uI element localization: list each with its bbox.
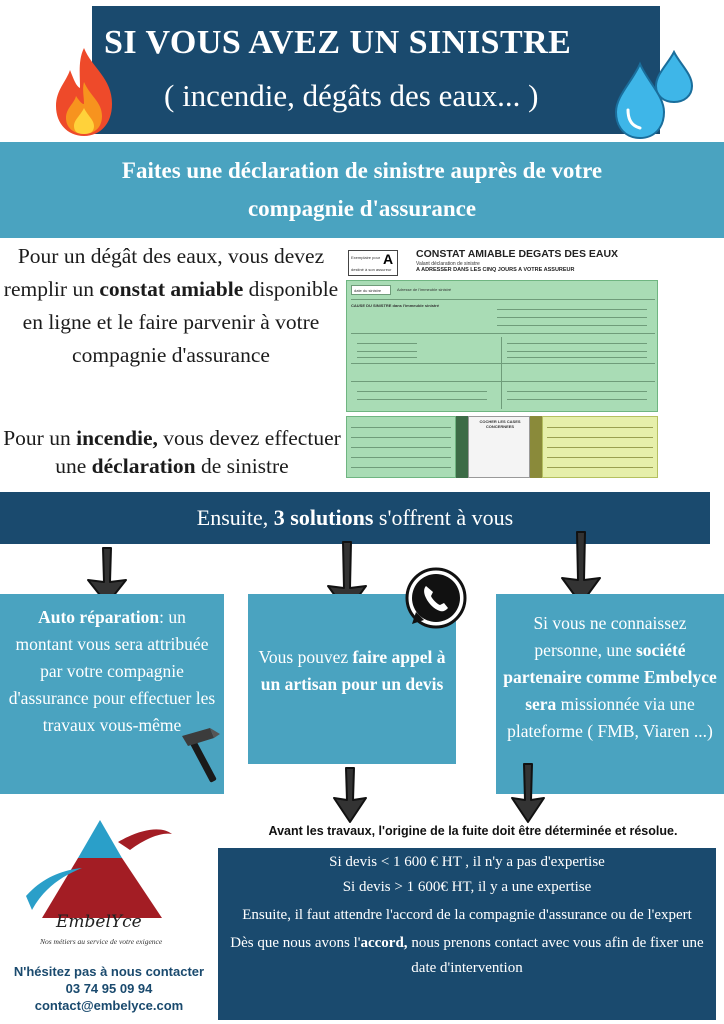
form-line-1: Valant déclaration de sinistre — [416, 261, 480, 267]
form-badge: Exemplaire pour A destiné à son assureur — [348, 250, 398, 276]
declaration-text — [30, 152, 694, 228]
brand-name: EmbelYce — [56, 912, 142, 932]
form-line-2: A ADRESSER DANS LES CINQ JOURS A VOTRE ASSUREUR — [416, 267, 575, 273]
leak-origin-note: Avant les travaux, l'origine de la fuite doit être déterminée et résolue. — [268, 824, 678, 838]
page-subtitle: ( incendie, dégâts des eaux... ) — [164, 78, 539, 113]
declaration-line-2: compagnie d'assurance — [247, 196, 477, 221]
water-drops-icon — [610, 50, 700, 142]
water-damage-instructions: Pour un dégât des eaux, vous devez remplir un constat amiable disponible en ligne et le faire parvenir à votre compagnie d'assurance — [3, 244, 339, 367]
process-line-wait: Ensuite, il faut attendre l'accord de la compagnie d'assurance ou de l'expert — [242, 907, 692, 923]
form-part-center: COCHER LES CASES CONCERNEES — [468, 416, 530, 478]
brand-tagline: Nos métiers au service de votre exigence — [40, 937, 163, 946]
page-title: SI VOUS AVEZ UN SINISTRE — [104, 24, 572, 61]
form-part-right — [542, 416, 658, 478]
hammer-icon — [180, 726, 226, 786]
process-line-quote-over: Si devis > 1 600€ HT, il y a une expertise — [342, 879, 592, 895]
process-line-quote-under: Si devis < 1 600 € HT , il n'y a pas d'expertise — [329, 854, 605, 870]
process-steps — [218, 848, 716, 1020]
solutions-heading: Ensuite, 3 solutions s'offrent à vous — [196, 505, 514, 530]
form-green-section: date du sinistre Adresse de l'immeuble sinistré CAUSE DU SINISTRE dans l'immeuble sinistré — [346, 280, 658, 412]
form-part-left — [346, 416, 456, 478]
process-line-agreement: Dès que nous avons l'accord, nous prenons contact avec vous afin de fixer une date d'intervention — [230, 935, 704, 976]
solution-partner-company: Si vous ne connaissez personne, une société partenaire comme Embelyce sera missionnée via une plateforme ( FMB, Viaren ...) — [496, 594, 724, 794]
contact-invite: N'hésitez pas à nous contacter — [13, 964, 205, 979]
phone-icon — [402, 566, 468, 632]
form-title: CONSTAT AMIABLE DEGATS DES EAUX — [416, 248, 619, 260]
fire-icon — [48, 46, 120, 138]
arrow-down-icon — [508, 762, 548, 824]
contact-email[interactable]: contact@embelyce.com — [34, 998, 184, 1013]
arrow-down-icon — [330, 766, 370, 824]
constat-amiable-form-image — [346, 244, 658, 478]
declaration-line-1: Faites une déclaration de sinistre auprès de votre — [121, 158, 603, 183]
fire-instructions: Pour un incendie, vous devez effectuer une déclaration de sinistre — [3, 426, 341, 478]
contact-phone[interactable]: 03 74 95 09 94 — [65, 981, 153, 996]
solution-self-repair: Auto réparation: un montant vous sera attribuée par votre compagnie d'assurance pour effectuer les travaux vous-même — [0, 594, 224, 794]
solution-artisan: Vous pouvez faire appel à un artisan pour un devis — [248, 594, 456, 764]
